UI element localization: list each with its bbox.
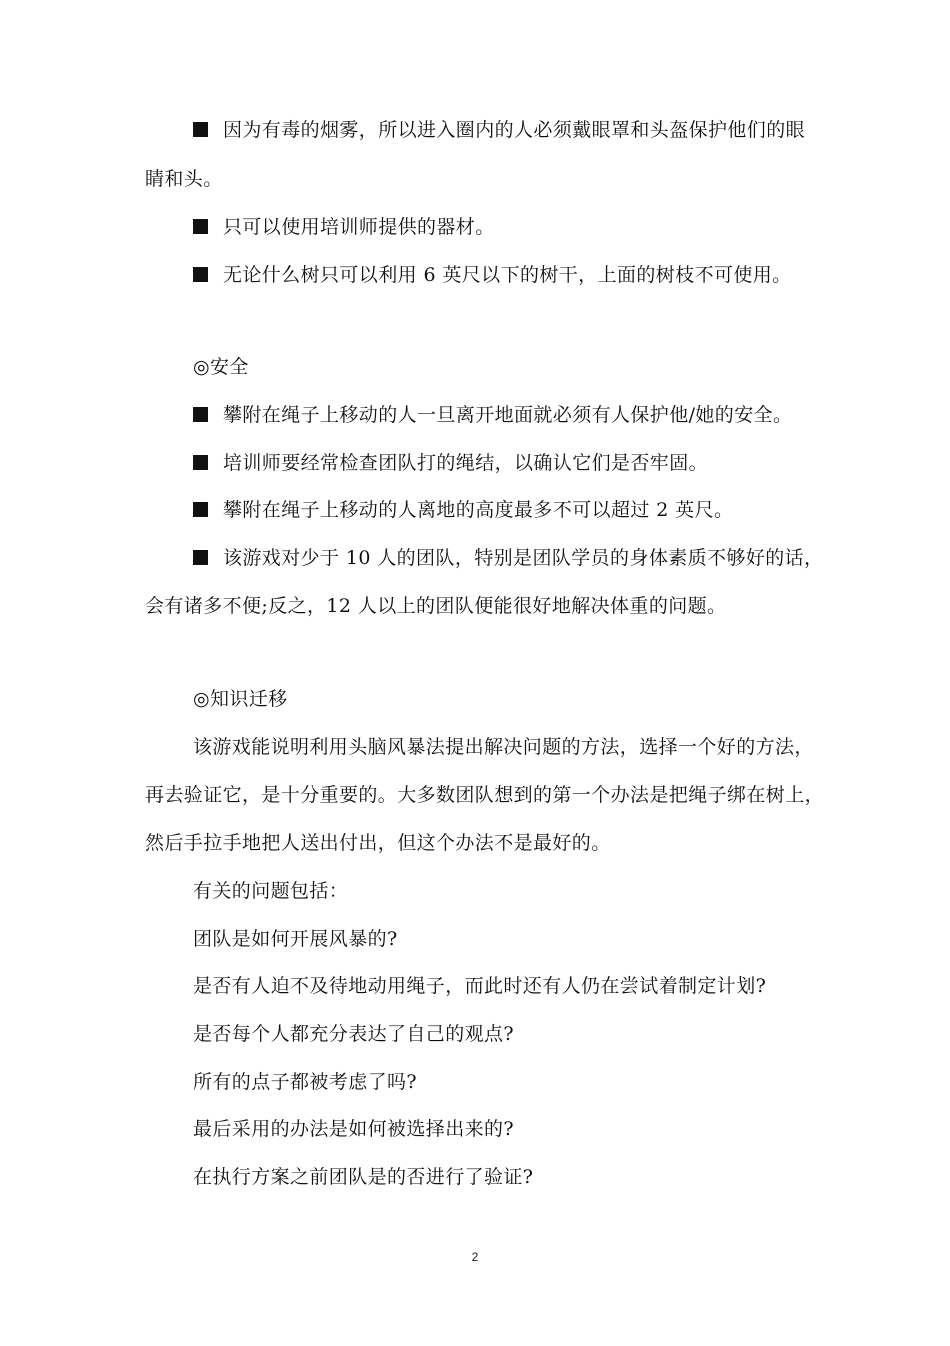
safety-item-continuation: 会有诸多不便;反之，12 人以上的团队便能很好地解决体重的问题。	[145, 595, 727, 617]
knowledge-paragraph-line: 再去验证它，是十分重要的。大多数团队想到的第一个办法是把绳子绑在树上，	[145, 784, 825, 806]
rule-item-equipment	[193, 215, 495, 239]
rule-item-smoke-continuation: 睛和头。	[145, 168, 223, 190]
safety-item-text: 攀附在绳子上移动的人离地的高度最多不可以超过 2 英尺。	[223, 499, 734, 521]
square-bullet-icon	[193, 550, 208, 565]
question-item: 在执行方案之前团队是的否进行了验证?	[193, 1166, 534, 1188]
square-bullet-icon	[193, 407, 208, 422]
rule-text: 只可以使用培训师提供的器材。	[223, 216, 495, 238]
rule-text: 因为有毒的烟雾，所以进入圈内的人必须戴眼罩和头盔保护他们的眼	[223, 119, 806, 141]
knowledge-paragraph-line: 该游戏能说明利用头脑风暴法提出解决问题的方法，选择一个好的方法，	[193, 736, 814, 758]
question-item: 所有的点子都被考虑了吗?	[193, 1071, 417, 1093]
safety-item-text: 该游戏对少于 10 人的团队，特别是团队学员的身体素质不够好的话，	[223, 547, 824, 569]
question-item: 是否有人迫不及待地动用绳子，而此时还有人仍在尝试着制定计划?	[193, 975, 767, 997]
rule-text: 无论什么树只可以利用 6 英尺以下的树干，上面的树枝不可使用。	[223, 264, 792, 286]
safety-item-text: 培训师要经常检查团队打的绳结，以确认它们是否牢固。	[223, 452, 709, 474]
safety-item	[193, 546, 823, 570]
square-bullet-icon	[193, 502, 208, 517]
square-bullet-icon	[193, 219, 208, 234]
question-item: 团队是如何开展风暴的?	[193, 928, 398, 950]
question-item: 是否每个人都充分表达了自己的观点?	[193, 1023, 514, 1045]
safety-item-text: 攀附在绳子上移动的人一旦离开地面就必须有人保护他/她的安全。	[223, 404, 793, 426]
square-bullet-icon	[193, 122, 208, 137]
square-bullet-icon	[193, 267, 208, 282]
knowledge-heading: ◎知识迁移	[193, 688, 288, 710]
safety-item	[193, 403, 792, 427]
safety-item	[193, 498, 733, 522]
rule-item-trees	[193, 263, 792, 287]
knowledge-paragraph-line: 然后手拉手地把人送出付出，但这个办法不是最好的。	[145, 832, 611, 854]
questions-intro: 有关的问题包括：	[193, 880, 349, 902]
rule-item-smoke	[193, 118, 805, 142]
safety-heading: ◎安全	[193, 356, 249, 378]
square-bullet-icon	[193, 455, 208, 470]
safety-item	[193, 451, 708, 475]
question-item: 最后采用的办法是如何被选择出来的?	[193, 1118, 514, 1140]
page-number: 2	[471, 1250, 479, 1264]
